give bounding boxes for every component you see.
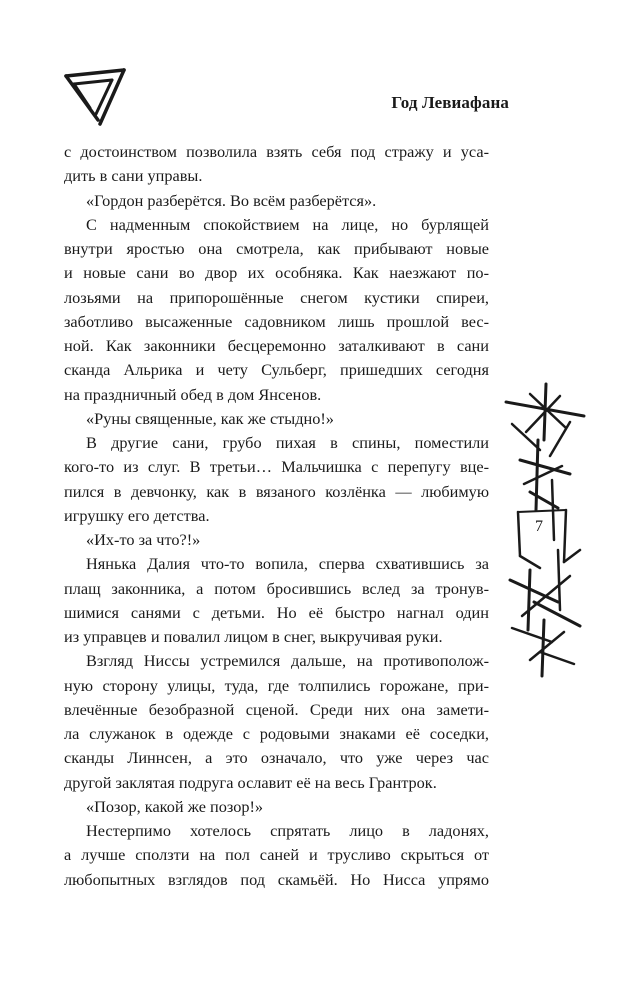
text-line: сканды Линнсен, а это означало, что уже через час <box>64 748 489 768</box>
text-line: Взгляд Ниссы устремился дальше, на противополож- <box>86 651 489 671</box>
text-line: другой заклятая подруга ославит её на весь Грантрок. <box>64 772 437 792</box>
text-line: плащ законника, а потом бросившись вслед за тронув- <box>64 578 489 598</box>
text-line: любопытных взглядов под скамьёй. Но Нисса упрямо <box>64 869 489 889</box>
text-line: дить в сани управы. <box>64 166 203 186</box>
page-number: 7 <box>535 518 543 535</box>
body-text <box>64 140 489 892</box>
text-line: влечённые безобразной сценой. Среди них она замети- <box>64 699 489 719</box>
text-line: пился в девчонку, как в вязаного козлёнка — любимую <box>64 481 489 501</box>
text-line: лозьями на припорошённые снегом кустики спиреи, <box>64 287 489 307</box>
triangle-rune-icon <box>60 64 130 128</box>
text-line: кого-то из слуг. В третьи… Мальчишка с перепугу вце- <box>64 457 489 477</box>
text-line: на праздничный обед в дом Янсенов. <box>64 384 322 404</box>
text-line: внутри яростью она смотрела, как прибывают новые <box>64 239 489 258</box>
text-line: Нянька Далия что-то вопила, сперва схватившись за <box>86 554 489 574</box>
text-line: С надменным спокойствием на лице, но бурлящей <box>86 214 489 234</box>
text-line: а лучше сползти на пол саней и трусливо скрыться от <box>64 845 489 865</box>
text-line: и новые сани во двор их особняка. Как наезжают по- <box>64 263 489 283</box>
text-line: ную сторону улицы, туда, где толпились горожане, при- <box>64 675 489 695</box>
text-line: ла служанок в одежде с родовыми знаками её соседки, <box>64 724 489 743</box>
text-line: В другие сани, грубо пихая в спины, поместили <box>86 433 489 452</box>
text-line: «Их-то за что?!» <box>86 530 201 549</box>
text-line: сканда Альрика и чету Сульберг, пришедших сегодня <box>64 360 489 380</box>
text-line: из управцев и повалил лицом в снег, выкручивая руки. <box>64 627 443 646</box>
text-line: заботливо высаженные садовником лишь прошлой вес- <box>64 311 489 331</box>
text-line: Нестерпимо хотелось спрятать лицо в ладонях, <box>86 821 489 840</box>
text-line: игрушку его детства. <box>64 505 210 525</box>
text-line: «Руны священные, как же стыдно!» <box>86 408 334 428</box>
text-line: «Позор, какой же позор!» <box>86 796 264 816</box>
running-title: Год Левиафана <box>391 93 509 112</box>
text-line: с достоинством позволила взять себя под стражу и уса- <box>64 142 489 161</box>
text-line: ной. Как законники бесцеремонно заталкивают в сани <box>64 336 489 355</box>
text-line: шимися санями с детьми. Но её быстро нагнал один <box>64 602 489 622</box>
text-line: «Гордон разберётся. Во всём разберётся». <box>86 190 377 210</box>
